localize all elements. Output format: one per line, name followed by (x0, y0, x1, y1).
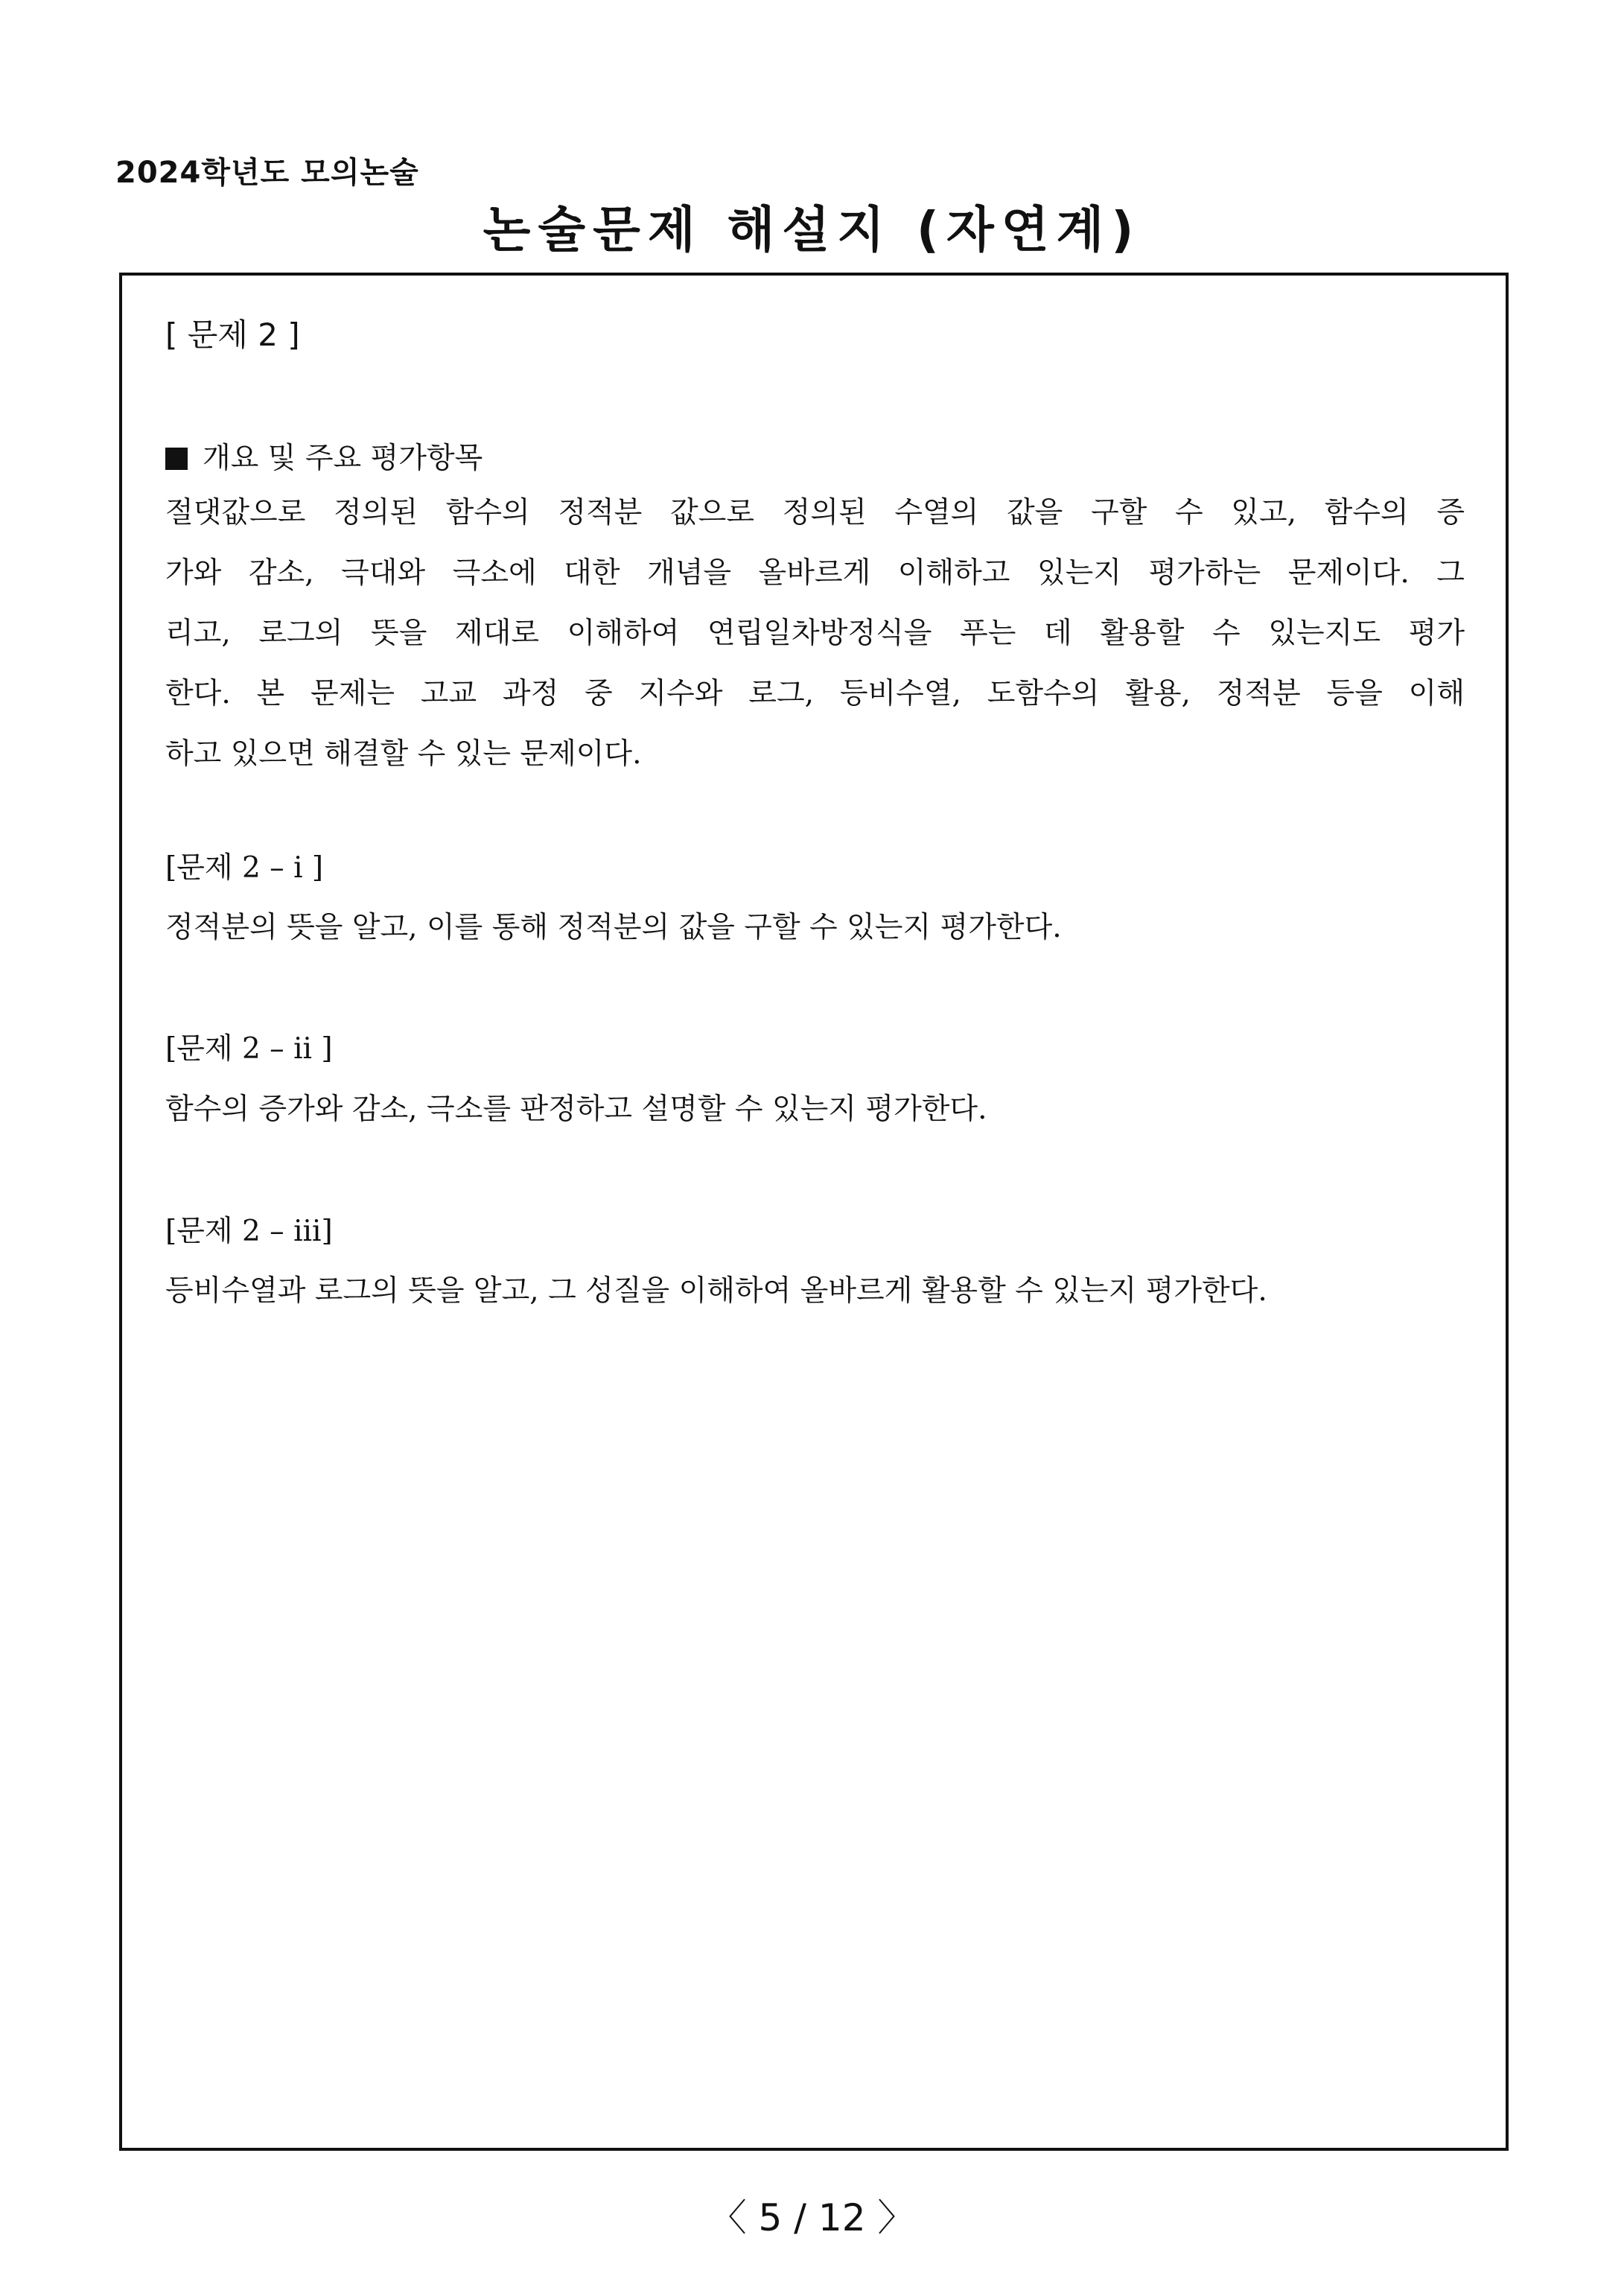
subproblem-2-text: 함수의 증가와 감소, 극소를 판정하고 설명할 수 있는지 평가한다. (165, 1093, 987, 1126)
subproblem-3-label: [문제 2 – iii] (165, 1215, 333, 1248)
problem-label: [ 문제 2 ] (165, 317, 300, 353)
content-box (119, 273, 1509, 2151)
overview-line-3: 리고, 로그의 뜻을 제대로 이해하여 연립일차방정식을 푸는 데 활용할 수 있는지도 평가 (165, 617, 1465, 650)
subproblem-1-text: 정적분의 뜻을 알고, 이를 통해 정적분의 값을 구할 수 있는지 평가한다. (165, 911, 1062, 944)
overview-line-4: 한다. 본 문제는 고교 과정 중 지수와 로그, 등비수열, 도함수의 활용, 정적분 등을 이해 (165, 677, 1465, 710)
subproblem-1-label: [문제 2 – i ] (165, 851, 324, 885)
overview-line-5: 하고 있으면 해결할 수 있는 문제이다. (165, 737, 642, 771)
overview-heading-text: 개요 및 주요 평가항목 (203, 442, 483, 475)
exam-label: 2024학년도 모의논술 (115, 156, 419, 190)
black-square-icon (165, 448, 188, 470)
overview-line-2: 가와 감소, 극대와 극소에 대한 개념을 올바르게 이해하고 있는지 평가하는 문제이다. 그 (165, 556, 1465, 590)
subproblem-2-label: [문제 2 – ii ] (165, 1032, 333, 1066)
page-title: 논술문제 해설지 (자연계) (483, 201, 1141, 258)
overview-heading (165, 432, 483, 486)
overview-line-1: 절댓값으로 정의된 함수의 정적분 값으로 정의된 수열의 값을 구할 수 있고, 함수의 증 (165, 496, 1465, 530)
subproblem-3-text: 등비수열과 로그의 뜻을 알고, 그 성질을 이해하여 올바르게 활용할 수 있는지 평가한다. (165, 1274, 1267, 1308)
page-number: 〈 5 / 12 〉 (709, 2196, 915, 2239)
